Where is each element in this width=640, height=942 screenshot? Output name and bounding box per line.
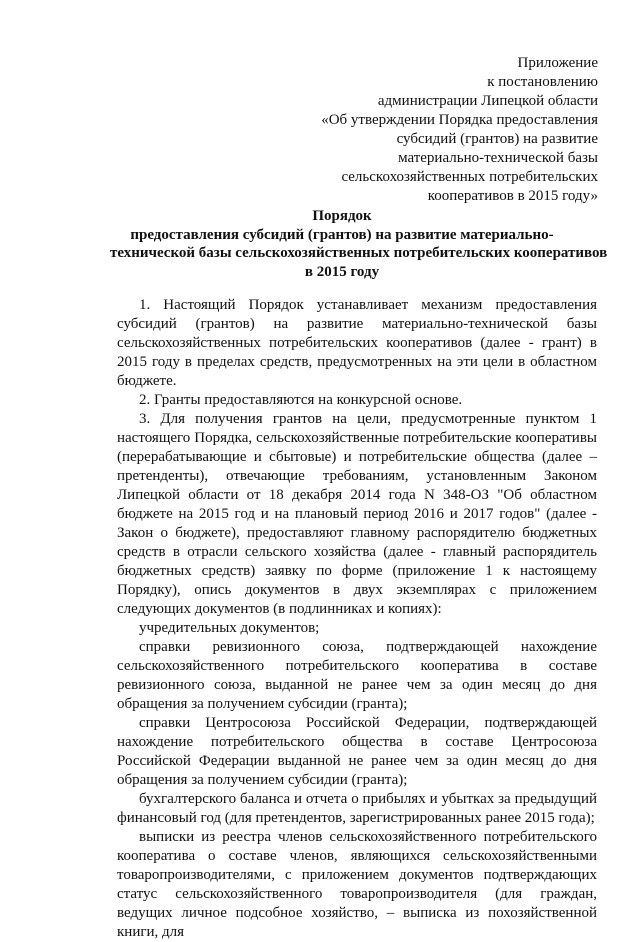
appendix-header — [258, 54, 598, 206]
appendix-line: сельскохозяйственных потребительских — [341, 169, 598, 185]
document-title — [110, 207, 608, 281]
appendix-line: материально-технической базы — [398, 150, 598, 166]
paragraph-item-founding-docs: учредительных документов; — [139, 620, 320, 636]
document-body — [117, 296, 597, 942]
paragraph-item-balance-sheet: бухгалтерского баланса и отчета о прибылях и убытках за предыдущий финансовый год (для претендентов, зарегистрированных ранее 2015 года); — [117, 791, 597, 826]
appendix-line: к постановлению — [487, 74, 598, 90]
appendix-line: Приложение — [517, 55, 598, 71]
appendix-line: кооперативов в 2015 году» — [427, 188, 598, 204]
paragraph-item-centrosoyuz: справки Центросоюза Российской Федерации, подтверждающей нахождение потребительского общества в составе Центросоюза Российской Федерации выданной не ранее чем за один месяц до дня обращения за получением субсидии (гранта); — [117, 715, 597, 788]
appendix-line: субсидий (грантов) на развитие — [396, 131, 598, 147]
title-line: предоставления субсидий (грантов) на развитие материально- — [130, 226, 554, 243]
title-line: в 2015 году — [304, 263, 380, 280]
paragraph-item-audit-union: справки ревизионного союза, подтверждающей нахождение сельскохозяйственного потребительского кооператива в составе ревизионного союза, выданной не ранее чем за один месяц до дня обращения за получением субсидии (гранта); — [117, 639, 597, 712]
title-line: технической базы сельскохозяйственных потребительских кооперативов — [110, 245, 608, 261]
paragraph-clause-2: 2. Гранты предоставляются на конкурсной основе. — [139, 392, 463, 408]
title-line: Порядок — [312, 208, 372, 224]
paragraph-clause-1: 1. Настоящий Порядок устанавливает механизм предоставления субсидий (грантов) на развитие материально-технической базы сельскохозяйственных потребительских кооперативов (далее - грант) в 2015 году в пределах средств, предусмотренных на эти цели в областном бюджете. — [117, 297, 597, 389]
paragraph-item-member-registry: выписки из реестра членов сельскохозяйственного потребительского кооператива о составе членов, являющихся сельскохозяйственными товаропроизводителями, с приложением документов подтверждающих статус сельскохозяйственного товаропроизводителя (для граждан, ведущих личное подсобное хозяйство, – выписка из похозяйственной книги, для — [117, 829, 597, 940]
paragraph-clause-3: 3. Для получения грантов на цели, предусмотренные пунктом 1 настоящего Порядка, сельскохозяйственные потребительские кооперативы (перерабатывающие и сбытовые) и потребительские общества (далее – претенденты), отвечающие требованиям, установленным Законом Липецкой области от 18 декабря 2014 года N 348-ОЗ "Об областном бюджете на 2015 год и на плановый период 2016 и 2017 годов" (далее - Закон о бюджете), предоставляют главному распорядителю бюджетных средств в отрасли сельского хозяйства (далее - главный распорядитель бюджетных средств) заявку по форме (приложение 1 к настоящему Порядку), опись документов в двух экземплярах с приложением следующих документов (в подлинниках и копиях): — [117, 411, 597, 617]
appendix-line: администрации Липецкой области — [377, 93, 598, 109]
appendix-line: «Об утверждении Порядка предоставления — [321, 112, 598, 128]
